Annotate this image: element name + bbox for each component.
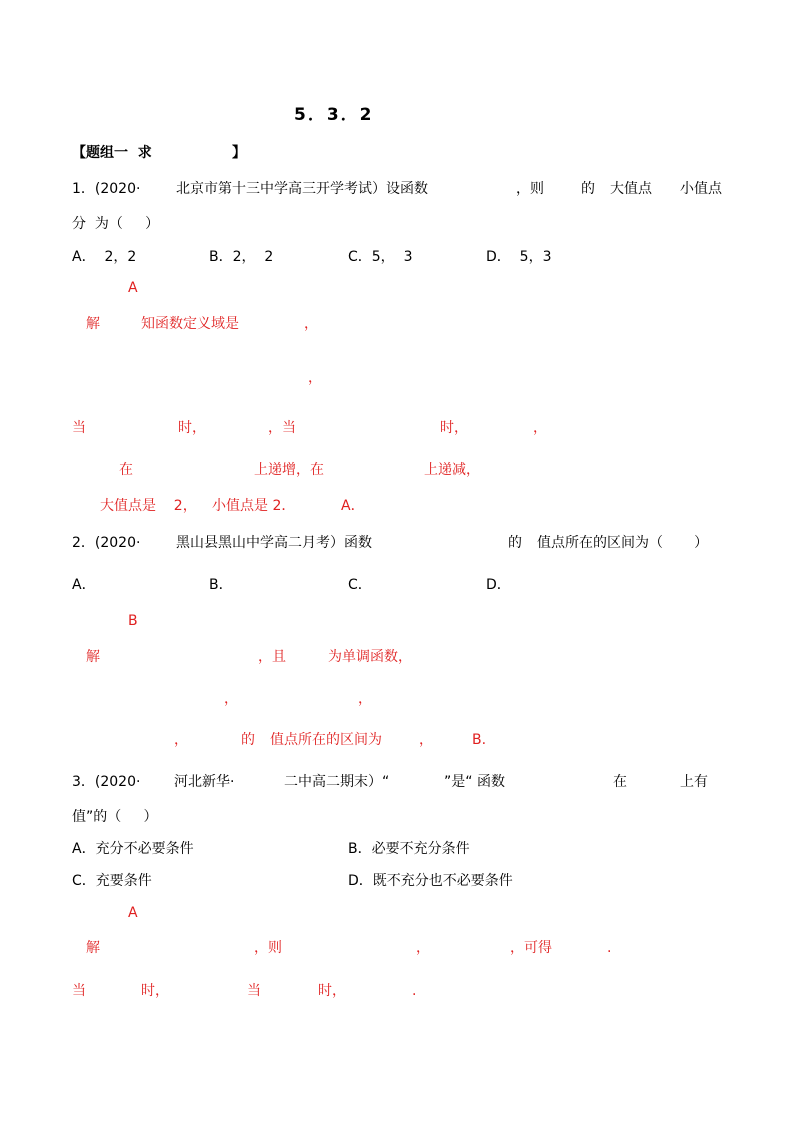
group-heading: 【题组一 求 (72, 145, 152, 161)
q1-option-b: B．2， 2 (209, 249, 274, 265)
q3-source: 河北新华· (174, 774, 235, 790)
q3-solution-text: ，可得 (510, 940, 552, 956)
q1-solution-text: ， (533, 420, 547, 436)
q1-answer: A (128, 280, 138, 296)
q2-option-d: D． (486, 577, 511, 593)
q1-text: 大值点 (610, 181, 652, 197)
group-heading-close: 】 (232, 145, 246, 161)
q1-solution-text: 知函数定义域是 (141, 316, 239, 332)
q1-solution-text: 时， (440, 420, 468, 436)
q2-option-a: A． (72, 577, 96, 593)
q1-solution-text: 在 (119, 462, 133, 478)
q2-solution-text: ，且 (258, 649, 286, 665)
q1-solution-text: ， (304, 316, 318, 332)
q3-text: ”是“ 函数 (444, 774, 505, 790)
q2-option-c: C． (348, 577, 372, 593)
q3-text: 上有 (680, 774, 708, 790)
q1-option-a: A． 2，2 (72, 249, 137, 265)
q2-solution-text: ， (224, 691, 238, 707)
q1-text: 的 (581, 181, 595, 197)
q3-solution-label: 解 (86, 940, 100, 956)
q3-solution-text: 时， (318, 983, 346, 999)
q1-text-line2: 分 为（ ） (72, 216, 160, 232)
q3-solution-text: . (412, 983, 417, 999)
q3-option-c: C．充要条件 (72, 873, 152, 889)
q3-answer: A (128, 905, 138, 921)
q2-solution-text: B. (472, 732, 487, 748)
q1-solution-text: 大值点是 2， (100, 498, 197, 514)
q2-solution-text: ， (419, 732, 433, 748)
q2-answer: B (128, 613, 138, 629)
q3-option-a: A．充分不必要条件 (72, 841, 194, 857)
q1-solution-text: ， (308, 370, 322, 386)
q1-solution-text: 上递增，在 (254, 462, 324, 478)
q1-solution-text: A． (341, 498, 365, 514)
q2-solution-text: ， (174, 732, 188, 748)
q3-solution-text: 当 (247, 983, 261, 999)
q3-option-d: D．既不充分也不必要条件 (348, 873, 513, 889)
q3-number: 3．(2020· (72, 774, 141, 790)
q2-text: 值点所在的区间为（ ） (537, 535, 709, 551)
q1-text: ，则 (516, 181, 544, 197)
q1-solution-text: ，当 (268, 420, 296, 436)
q1-solution-text: 当 (72, 420, 86, 436)
q3-text: 在 (613, 774, 627, 790)
q1-text: 小值点 (680, 181, 722, 197)
q2-solution-text: ， (358, 691, 372, 707)
q2-text: 的 (508, 535, 522, 551)
q1-solution-text: 小值点是 2． (212, 498, 296, 514)
q3-text-line2: 值”的（ ） (72, 809, 158, 825)
q1-option-d: D． 5，3 (486, 249, 552, 265)
page-title: 5．3．2 (294, 105, 374, 125)
q2-solution-text: 为单调函数， (328, 649, 412, 665)
q3-solution-text: 当 (72, 983, 86, 999)
q2-solution-label: 解 (86, 649, 100, 665)
q3-solution-text: . (607, 940, 612, 956)
q2-source: 黑山县黑山中学高二月考）函数 (176, 535, 372, 551)
q3-solution-text: 时， (141, 983, 169, 999)
q1-number: 1．(2020· (72, 181, 141, 197)
q2-solution-text: 的 (241, 732, 255, 748)
q1-solution-text: 上递减， (424, 462, 480, 478)
q2-option-b: B． (209, 577, 233, 593)
q3-option-b: B．必要不充分条件 (348, 841, 470, 857)
q1-source: 北京市第十三中学高三开学考试）设函数 (176, 181, 428, 197)
q2-solution-text: 值点所在的区间为 (270, 732, 382, 748)
q1-option-c: C．5， 3 (348, 249, 413, 265)
q1-solution-label: 解 (86, 316, 100, 332)
q3-solution-text: ，则 (254, 940, 282, 956)
q3-solution-text: ， (416, 940, 430, 956)
q3-source: 二中高二期末）“ (284, 774, 390, 790)
q2-number: 2．(2020· (72, 535, 141, 551)
q1-solution-text: 时， (178, 420, 206, 436)
